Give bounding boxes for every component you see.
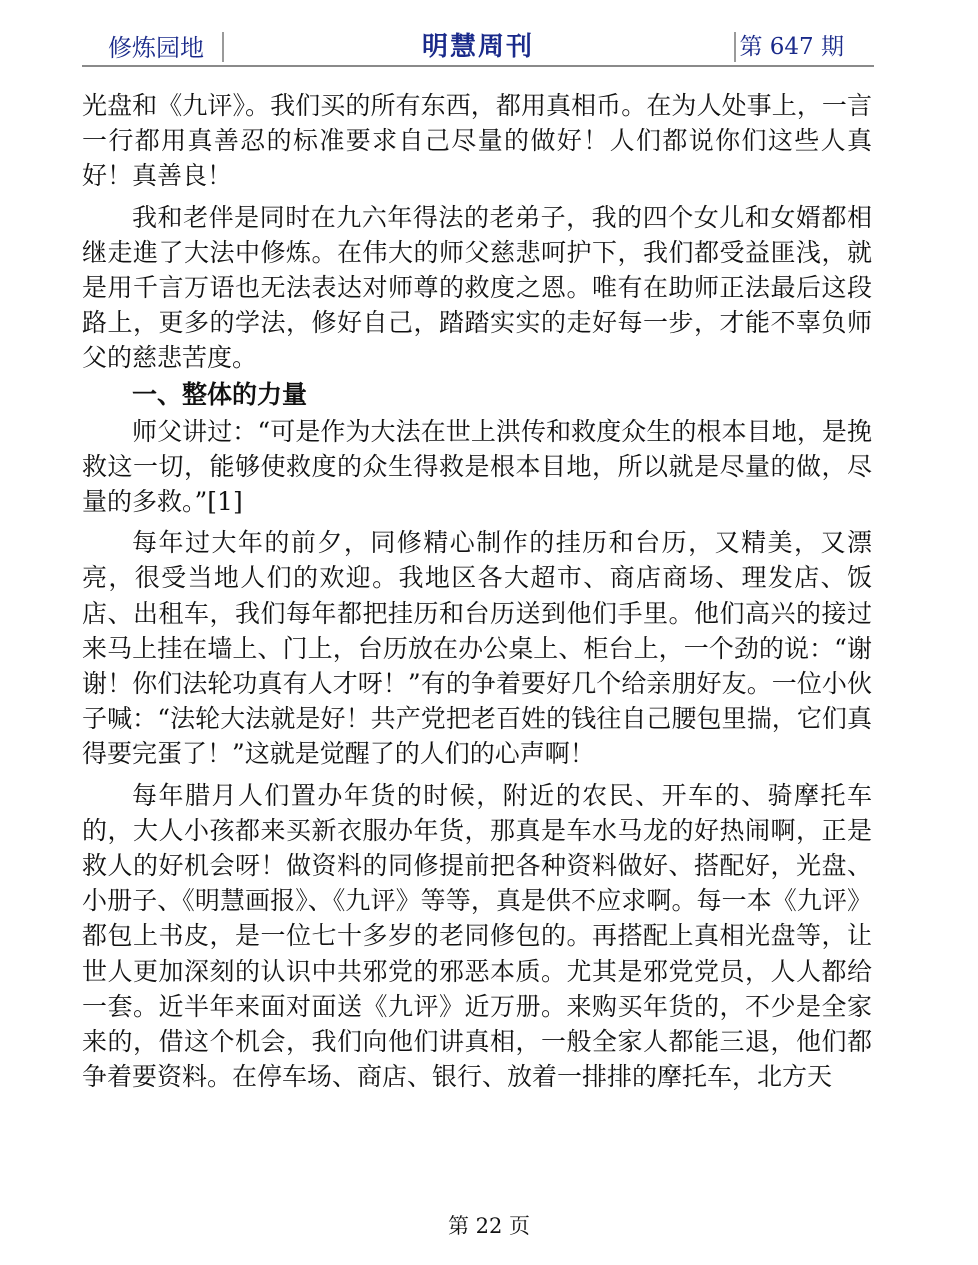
paragraph: 师父讲过：“可是作为大法在世上洪传和救度众生的根本目地，是挽救这一切，能够使救度的众生得救是根本目地，所以就是尽量的做，尽量的多救。”[1] (82, 416, 872, 517)
header-divider-right (734, 32, 736, 62)
paragraph: 每年过大年的前夕，同修精心制作的挂历和台历，又精美，又漂亮，很受当地人们的欢迎。我地区各大超市、商店商场、理发店、饭店、出租车，我们每年都把挂历和台历送到他们手里。他们高兴的接过来马上挂在墙上、门上，台历放在办公桌上、柜台上，一个劲的说：“谢谢！你们法轮功真有人才呀！”有的争着要好几个给亲朋好友。一位小伙子喊：“法轮大法就是好！共产党把老百姓的钱往自己腰包里揣，它们真得要完蛋了！”这就是觉醒了的人们的心声啊！ (82, 528, 872, 769)
journal-title: 明慧周刊 (421, 32, 534, 62)
section-heading: 一、整体的力量 (132, 379, 308, 409)
page-header (82, 22, 874, 66)
issue-number: 第 647 期 (739, 34, 844, 60)
paragraph: 每年腊月人们置办年货的时候，附近的农民、开车的、骑摩托车的，大人小孩都来买新衣服办年货，那真是车水马龙的好热闹啊，正是救人的好机会呀！做资料的同修提前把各种资料做好、搭配好，光盘、小册子、《明慧画报》、《九评》等等，真是供不应求啊。每一本《九评》都包上书皮，是一位七十多岁的老同修包的。再搭配上真相光盘等，让世人更加深刻的认识中共邪党的邪恶本质。尤其是邪党党员，人人都给一套。近半年来面对面送《九评》近万册。来购买年货的，不少是全家来的，借这个机会，我们向他们讲真相，一般全家人都能三退，他们都争着要资料。在停车场、商店、银行、放着一排排的摩托车，北方天 (82, 780, 872, 1092)
paragraph: 光盘和《九评》。我们买的所有东西，都用真相币。在为人处事上，一言一行都用真善忍的标准要求自己尽量的做好！人们都说你们这些人真好！真善良！ (82, 91, 872, 191)
header-rule (82, 65, 874, 67)
section-name: 修炼园地 (108, 34, 204, 62)
page-number: 第 22 页 (447, 1214, 531, 1238)
article-body (82, 88, 872, 1094)
paragraph: 我和老伴是同时在九六年得法的老弟子，我的四个女儿和女婿都相继走進了大法中修炼。在伟大的师父慈悲呵护下，我们都受益匪浅，就是用千言万语也无法表达对师尊的救度之恩。唯有在助师正法最后这段路上，更多的学法，修好自己，踏踏实实的走好每一步，才能不辜负师父的慈悲苦度。 (82, 202, 872, 373)
